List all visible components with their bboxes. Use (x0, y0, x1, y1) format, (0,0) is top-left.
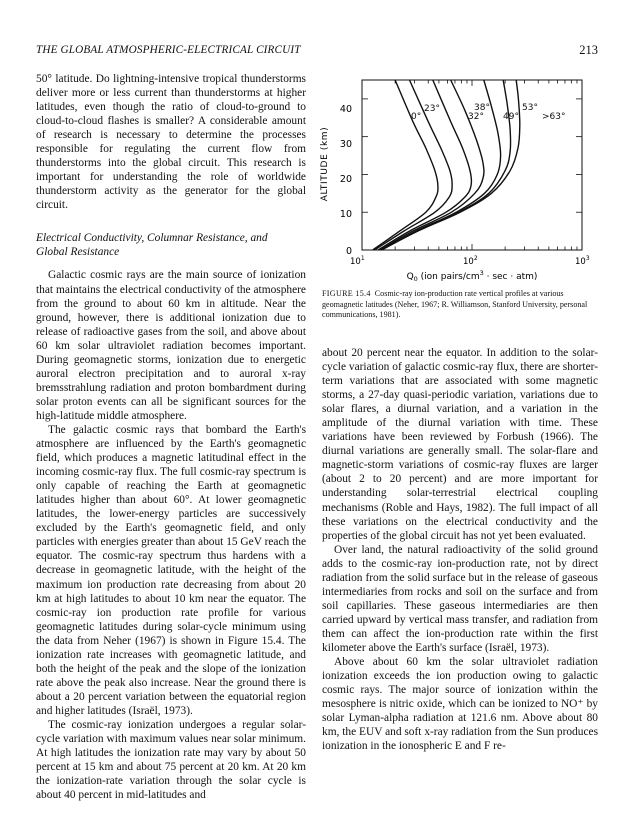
right-column (322, 346, 598, 753)
ion-production-chart (316, 72, 598, 286)
section-heading-line: Electrical Conductivity, Columnar Resistance, and (36, 232, 268, 245)
section-heading (36, 231, 306, 259)
axis-ticks (362, 80, 582, 250)
page-number: 213 (579, 43, 598, 57)
paragraph: Galactic cosmic rays are the main source of ionization that maintains the electrical conductivity of the atmosphere from the ground to about 60 km in altitude. Near the ground, however, there is additional ionization due to release of radioactive gases from the soil, and above about 60 km solar ultraviolet radiation becomes important. During geomagnetic storms, ionization due to energetic auroral electron precipitation and to auroral x-ray bremsstrahlung radiation and proton bombardment during solar proton events can all be significant sources for the high-latitude middle atmosphere. (36, 269, 306, 422)
curve-label-4: 49° (503, 112, 519, 122)
y-tick-label-40: 40 (339, 104, 352, 115)
paragraph: 50° latitude. Do lightning-intensive tropical thunderstorms deliver more or less current than thunderstorms at higher latitudes, even though the ratio of cloud-to-ground to cloud-to-cloud flashes is smaller? A considerable amount of research is necessary to determine the processes responsible for regulating the current flow from thunderstorms into the global circuit. This research is important for understanding the role of worldwide thunderstorm activity as the generator for the global circuit. (36, 73, 306, 212)
paragraph: about 20 percent near the equator. In addition to the solar-cycle variation of galactic cosmic-ray flux, there are shorter-term variations that are associated with some magnetic storms, a 27-day quasi-periodic variation, variations due to solar flares, a diurnal variation, and a variation in the amplitude of the diurnal variation with time. These variations have been reviewed by Forbush (1966). The diurnal variations are generally small. The solar-flare and magnetic-storm variations of cosmic-ray fluxes are larger (about 2 to 20 percent) and are more important for understanding solar-terrestrial electrical coupling mechanisms (Roble and Hays, 1982). The full impact of all these variations on the electrical conductivity and the properties of the global circuit has not yet been evaluated. (322, 347, 598, 542)
x-tick-exp: 2 (473, 255, 478, 262)
y-tick-label-0: 0 (345, 246, 352, 257)
y-axis-label: ALTITUDE (km) (320, 126, 330, 202)
x-axis-label-sub: 0 (413, 275, 418, 283)
series-line-6 (381, 80, 519, 250)
paragraph: The cosmic-ray ionization undergoes a regular solar-cycle variation with maximum values near solar minimum. At high latitudes the ionization rate may vary by about 50 percent at 15 km and about 75 percent at 20 km. At 20 km the ionization-rate variation through the solar cycle is about 40 percent in mid-latitudes and (36, 718, 306, 802)
x-tick-base: 10 (350, 257, 361, 267)
x-axis-label (407, 269, 538, 283)
x-axis-label-unit-end: · sec · atm) (483, 272, 538, 282)
x-tick-base: 10 (575, 257, 586, 267)
series-line-1 (375, 80, 453, 250)
paragraph: Above about 60 km the solar ultraviolet radiation ionization exceeds the ion production owing to galactic cosmic rays. The major source of ionization within the mesosphere is nitric oxide, which can be ionized to NO⁺ by solar Lyman-alpha radiation at 121.6 nm. Above about 80 km, the EUV and soft x-ray radiation from the Sun produces ionization in the ionospheric E and F re- (322, 656, 598, 753)
x-tick-exp: 3 (585, 255, 590, 262)
x-tick-label-10-3 (575, 255, 590, 267)
x-tick-label-10-1 (350, 255, 365, 267)
x-axis-label-sup: 3 (479, 269, 484, 277)
plot-frame (362, 80, 582, 250)
curve-label-0: 0° (411, 112, 422, 122)
y-tick-label-10: 10 (339, 209, 352, 220)
curve-label-6: >63° (542, 112, 566, 122)
curve-label-3: 38° (474, 103, 490, 113)
left-column (36, 72, 306, 802)
y-tick-label-30: 30 (339, 139, 352, 150)
curve-label-5: 53° (522, 103, 538, 113)
x-axis-label-unit: (ion pairs/cm (417, 272, 480, 282)
figure-caption (322, 289, 598, 321)
running-head (36, 44, 598, 60)
running-head-title: THE GLOBAL ATMOSPHERIC-ELECTRICAL CIRCUIT (36, 44, 301, 56)
series-curves (373, 80, 566, 250)
curve-label-1: 23° (424, 104, 440, 114)
x-tick-exp: 1 (360, 255, 365, 262)
section-heading-line: Global Resistance (36, 246, 120, 259)
x-axis-label-base: Q (406, 272, 414, 282)
y-tick-label-20: 20 (339, 174, 352, 185)
x-tick-label-10-2 (463, 255, 478, 267)
x-tick-base: 10 (463, 257, 474, 267)
paragraph: The galactic cosmic rays that bombard the Earth's atmosphere are influenced by the Earth's geomagnetic field, which produces a magnetic latitudinal effect in the incoming cosmic-ray flux. The full cosmic-ray spectrum is only capable of reaching the Earth at geomagnetic latitudes higher than about 60°. At lower geomagnetic latitudes, the lower-energy particles are successively excluded by the Earth's geomagnetic field, and only particles with energies greater than about 15 GeV reach the equator. The cosmic-ray spectrum thus hardens with a decrease in geomagnetic latitude, with the height of the maximum ion production rate decreasing from about 20 km at high latitudes to about 10 km near the equator. The cosmic-ray ion production rate profile for various geomagnetic latitudes during solar-cycle minimum using the data from Neher (1967) is shown in Figure 15.4. The ionization rate increases with geomagnetic latitude, and both the height of the peak and the slope of the ionization rate above the peak also increase. Near the ground there is about a 20 percent variation between the equatorial region and higher latitudes (Israël, 1973). (36, 423, 306, 717)
figure-caption-text: Cosmic-ray ion-production rate vertical profiles at various geomagnetic latitudes (Neher, 1967; R. Williamson, Stanford University, personal communications, 1981). (322, 289, 588, 320)
paragraph: Over land, the natural radioactivity of the solid ground adds to the cosmic-ray ion-production rate, not by direct radiation from the solid surface but in the release of gaseous intermediaries from rocks and soil on the surface and from soil capillaries. These gaseous intermediaries are then carried upward by vertical mass transfer, and radiation from them can affect the ion-production rate within the first kilometer above the Earth's surface (Israël, 1973). (322, 543, 598, 654)
figure-15-4 (316, 72, 598, 286)
figure-caption-label: FIGURE 15.4 (322, 289, 371, 298)
curve-label-2: 32° (468, 112, 484, 122)
